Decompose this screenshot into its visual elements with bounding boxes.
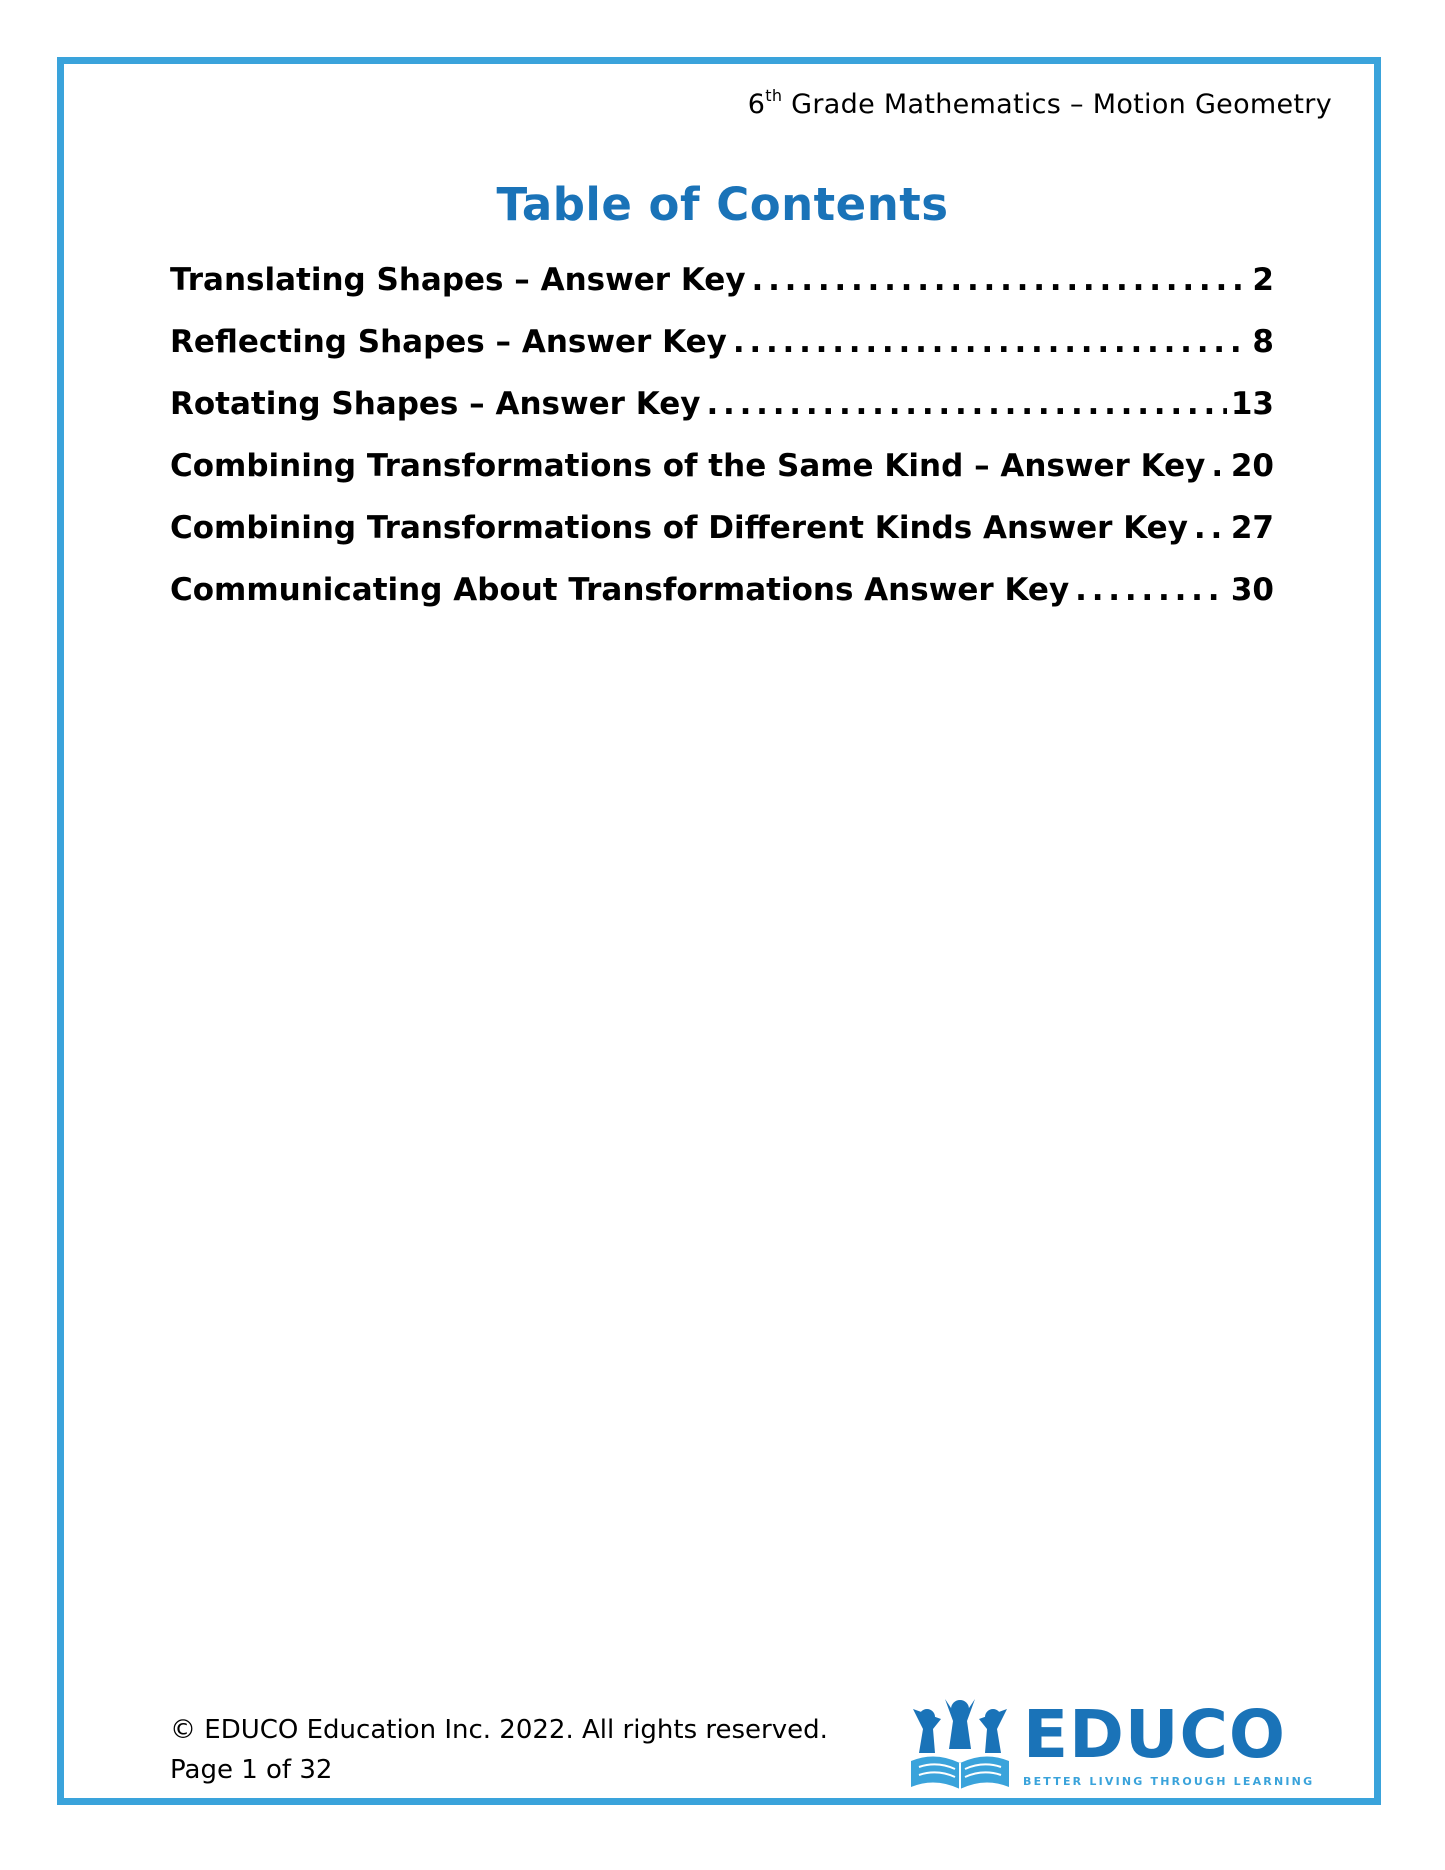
toc-entry-title: Communicating About Transformations Answer Key: [170, 572, 1070, 608]
toc-entry-title: Combining Transformations of Different Kinds Answer Key: [170, 510, 1188, 546]
toc-entry-page: 8: [1252, 324, 1274, 360]
toc-entry[interactable]: [170, 510, 1274, 572]
table-of-contents: [170, 262, 1274, 634]
logo-wordmark: EDUCO: [1023, 1696, 1287, 1773]
toc-entry[interactable]: [170, 262, 1274, 324]
toc-dot-leader: [1194, 510, 1227, 546]
toc-dot-leader: [752, 262, 1249, 298]
toc-dot-leader: [733, 324, 1249, 360]
people-book-icon: [905, 1695, 1015, 1795]
header-subject: Grade Mathematics – Motion Geometry: [782, 89, 1332, 120]
toc-entry[interactable]: [170, 324, 1274, 386]
copyright-notice: © EDUCO Education Inc. 2022. All rights reserved.: [170, 1715, 828, 1745]
toc-entry-title: Reflecting Shapes – Answer Key: [170, 324, 727, 360]
toc-entry-page: 27: [1230, 510, 1274, 546]
toc-entry-title: Translating Shapes – Answer Key: [170, 262, 746, 298]
header-grade-suffix: th: [765, 86, 783, 105]
toc-entry-page: 13: [1230, 386, 1274, 422]
toc-entry-page: 2: [1252, 262, 1274, 298]
toc-entry[interactable]: [170, 386, 1274, 448]
toc-dot-leader: [1211, 448, 1227, 484]
toc-entry[interactable]: [170, 572, 1274, 634]
toc-dot-leader: [1075, 572, 1227, 608]
page-footer: [170, 1710, 828, 1790]
toc-entry-title: Combining Transformations of the Same Kind – Answer Key: [170, 448, 1206, 484]
toc-entry[interactable]: [170, 448, 1274, 510]
page-title: Table of Contents: [496, 178, 949, 231]
educo-logo: [905, 1695, 1315, 1795]
logo-tagline: BETTER LIVING THROUGH LEARNING: [1023, 1775, 1315, 1788]
toc-entry-title: Rotating Shapes – Answer Key: [170, 386, 701, 422]
page-number: Page 1 of 32: [170, 1755, 333, 1785]
toc-dot-leader: [706, 386, 1226, 422]
header-grade-number: 6: [747, 89, 766, 120]
toc-entry-page: 30: [1230, 572, 1274, 608]
document-header: [748, 88, 1332, 120]
toc-entry-page: 20: [1230, 448, 1274, 484]
